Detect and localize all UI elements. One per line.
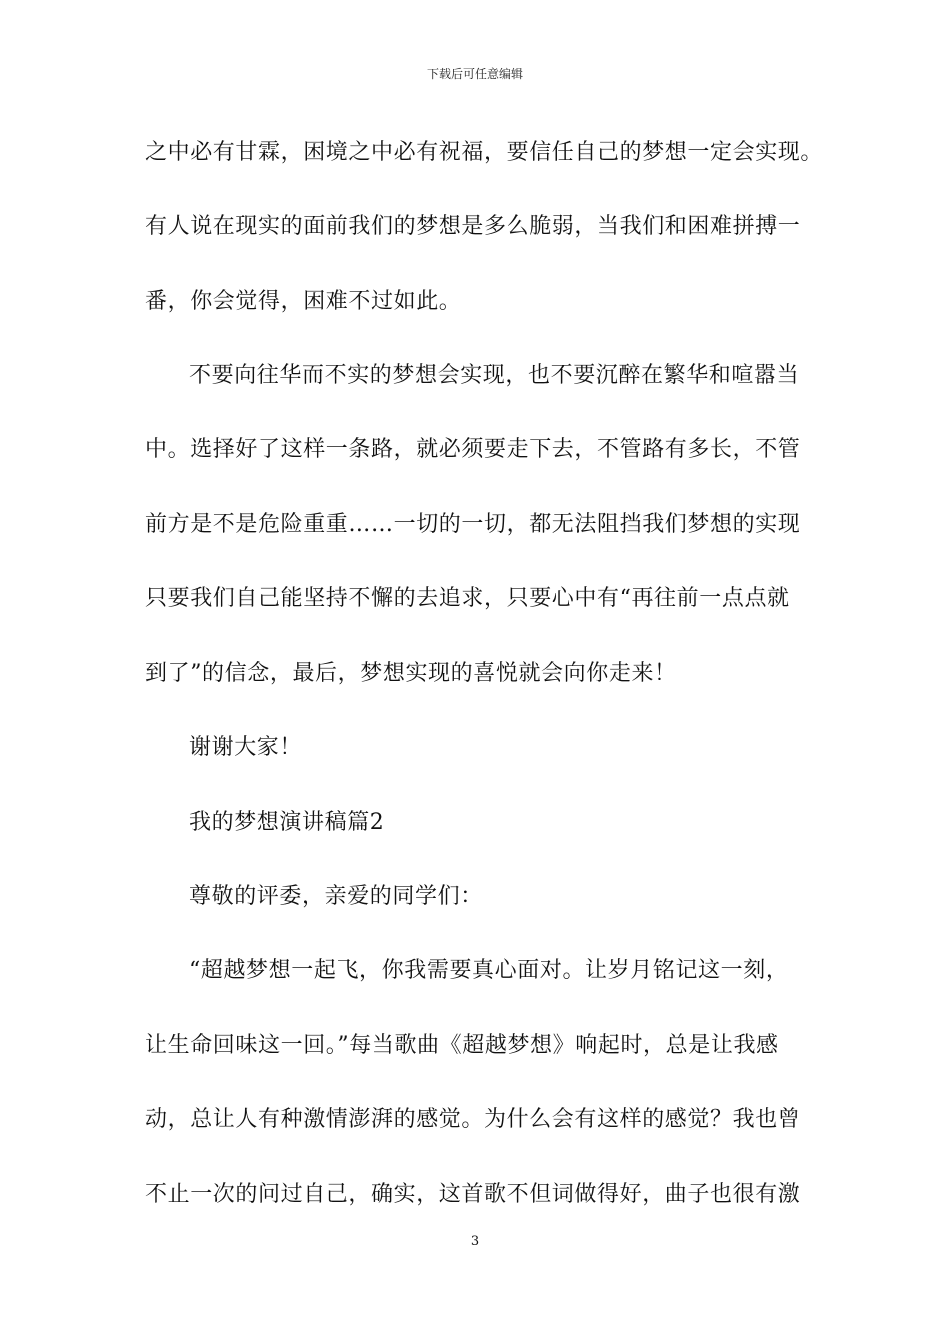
text-line: 让生命回味这一回。”每当歌曲《超越梦想》响起时，总是让我感: [145, 1033, 779, 1058]
text-line: 到了”的信念，最后，梦想实现的喜悦就会向你走来！: [145, 661, 677, 686]
text-line: 前方是不是危险重重……一切的一切，都无法阻挡我们梦想的实现: [145, 512, 801, 537]
text-line: 只要我们自己能坚持不懈的去追求，只要心中有“再往前一点点就: [145, 586, 790, 611]
text-line: 中。选择好了这样一条路，就必须要走下去，不管路有多长，不管: [145, 437, 801, 462]
text-line: 有人说在现实的面前我们的梦想是多么脆弱，当我们和困难拼搏一: [145, 214, 801, 239]
text-line: 尊敬的评委，亲爱的同学们：: [189, 884, 483, 909]
section-title: 我的梦想演讲稿篇2: [189, 810, 385, 835]
text-line: “超越梦想一起飞，你我需要真心面对。让岁月铭记这一刻，: [189, 958, 789, 983]
text-line: 谢谢大家！: [189, 735, 303, 760]
text-line: 番，你会觉得，困难不过如此。: [145, 289, 462, 314]
text-line: 动，总让人有种激情澎湃的感觉。为什么会有这样的感觉？我也曾: [145, 1107, 801, 1132]
text-line: 之中必有甘霖，困境之中必有祝福，要信任自己的梦想一定会实现。: [145, 140, 824, 165]
header-note: 下载后可任意编辑: [426, 67, 523, 81]
text-line: 不止一次的问过自己，确实，这首歌不但词做得好，曲子也很有激: [145, 1182, 801, 1207]
page-number: 3: [470, 1234, 480, 1249]
text-line: 不要向往华而不实的梦想会实现，也不要沉醉在繁华和喧嚣当: [189, 363, 800, 388]
